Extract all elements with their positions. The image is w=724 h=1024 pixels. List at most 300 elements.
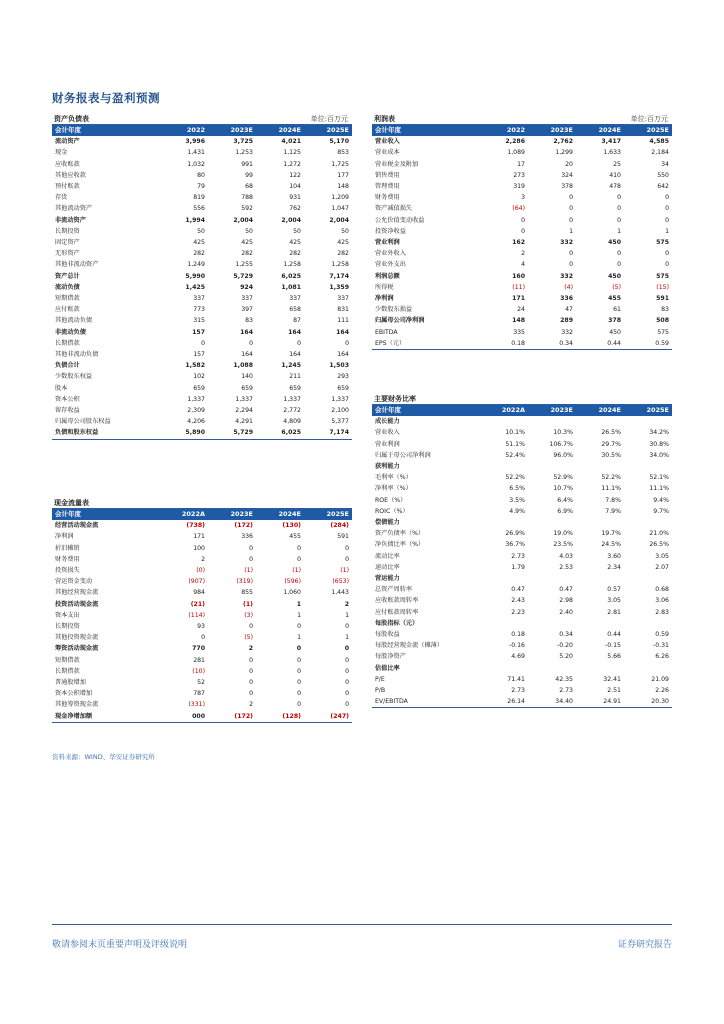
row-label: P/E xyxy=(375,675,385,683)
cell-value: 2023E xyxy=(208,509,256,520)
cell-value: 52.4% xyxy=(505,451,525,459)
cell-value: 4,809 xyxy=(283,418,301,426)
cell-value: 171 xyxy=(512,295,525,303)
cell-value: 3,996 xyxy=(185,138,205,146)
cell-value xyxy=(528,517,576,528)
cell-value: 10.1% xyxy=(505,429,525,437)
cell-value: 556 xyxy=(193,205,205,213)
cell-value: 51.1% xyxy=(505,440,525,448)
cell-value: 315 xyxy=(193,317,205,325)
table-row xyxy=(372,663,672,674)
cell-value: 6.4% xyxy=(557,496,573,504)
cell-value: 0 xyxy=(201,339,205,347)
cell-value: 1.79 xyxy=(511,563,525,571)
table-row xyxy=(372,472,672,483)
cell-value: 6,025 xyxy=(281,272,301,280)
cell-value: 0 xyxy=(297,623,301,631)
cell-value: 34.40 xyxy=(528,696,576,708)
cell-value: 1 xyxy=(665,227,669,235)
cell-value: 104 xyxy=(289,183,301,191)
table-row xyxy=(52,192,352,203)
source-note: 资料来源：WIND、华安证券研究所 xyxy=(52,753,155,761)
cell-value: 337 xyxy=(193,295,205,303)
cell-value: 819 xyxy=(193,194,205,202)
table-row xyxy=(52,427,352,439)
cell-value: 0 xyxy=(249,555,253,563)
row-label: 长期借款 xyxy=(55,339,80,347)
cell-value: 30.5% xyxy=(601,451,621,459)
cell-value: 7.9% xyxy=(605,507,621,515)
cell-value: 931 xyxy=(289,194,301,202)
cell-value: 397 xyxy=(241,306,253,314)
cell-value: (907) xyxy=(188,578,205,586)
cell-value: 32.41 xyxy=(603,675,621,683)
cell-value: 34.2% xyxy=(649,429,669,437)
table-row xyxy=(372,181,672,192)
table-row xyxy=(372,640,672,651)
row-label: 销售费用 xyxy=(375,171,400,179)
cell-value: 4,585 xyxy=(649,138,669,146)
row-label: 经营活动现金流 xyxy=(55,522,99,530)
row-label: 投资活动现金流 xyxy=(55,600,99,608)
table-row xyxy=(52,416,352,427)
cell-value: 410 xyxy=(609,171,621,179)
row-label: 营业成本 xyxy=(375,149,400,157)
cell-value: 642 xyxy=(657,183,669,191)
row-label: 营业税金及附加 xyxy=(375,160,419,168)
footer-disclaimer: 敬请参阅末页重要声明及评级说明 xyxy=(52,940,188,950)
cell-value: (1) xyxy=(244,567,253,575)
cell-value: 0 xyxy=(296,645,301,653)
cell-value: 3.05 xyxy=(655,552,669,560)
cell-value: 0 xyxy=(297,544,301,552)
row-label: 营业外收入 xyxy=(375,250,406,258)
cell-value: 1,088 xyxy=(233,362,253,370)
row-label: 流动资产 xyxy=(55,138,80,146)
cell-value: 2,004 xyxy=(329,216,349,224)
cell-value: 2.43 xyxy=(511,597,525,605)
cell-value: 2022A xyxy=(480,405,528,416)
row-label: 筹资活动现金流 xyxy=(55,645,99,653)
cell-value: 52.1% xyxy=(649,474,669,482)
table-row xyxy=(372,651,672,662)
cell-value: 68 xyxy=(245,183,253,191)
cell-value: 42.35 xyxy=(555,675,573,683)
row-label: 净利润 xyxy=(375,295,394,303)
row-label: 归属母公司净利润 xyxy=(375,317,425,325)
row-label: P/B xyxy=(375,687,386,695)
cell-value: 2.23 xyxy=(511,608,525,616)
table-row xyxy=(372,495,672,506)
cell-value: 4 xyxy=(521,261,525,269)
cell-value: 000 xyxy=(160,711,208,723)
cell-value: 164 xyxy=(241,351,253,359)
cell-value: 5,990 xyxy=(185,272,205,280)
table-row xyxy=(52,576,352,587)
cell-value: 1,633 xyxy=(603,149,621,157)
row-label: 管理费用 xyxy=(375,183,400,191)
cell-value: 148 xyxy=(337,183,349,191)
row-label: 无形资产 xyxy=(55,250,80,258)
row-label: 每股指标（元） xyxy=(375,619,419,627)
row-label: 其他投资现金流 xyxy=(55,634,99,642)
cell-value: 122 xyxy=(289,171,301,179)
cell-value: (596) xyxy=(284,578,301,586)
table-row xyxy=(52,282,352,293)
row-label: 预付账款 xyxy=(55,183,80,191)
cell-value: 0 xyxy=(345,623,349,631)
row-label: 营运能力 xyxy=(375,575,400,583)
cell-value: 52.2% xyxy=(601,474,621,482)
cell-value: 26.5% xyxy=(649,541,669,549)
table-row xyxy=(372,528,672,539)
table-row xyxy=(372,192,672,203)
cell-value: 0 xyxy=(345,690,349,698)
cell-value: 2024E xyxy=(576,405,624,416)
cell-value: (5) xyxy=(612,283,621,291)
cell-value: 1,032 xyxy=(187,160,205,168)
cell-value: 83 xyxy=(661,306,669,314)
cell-value: 0 xyxy=(297,690,301,698)
row-label: 流动比率 xyxy=(375,552,400,560)
cell-value: 0 xyxy=(201,634,205,642)
cell-value: (319) xyxy=(236,578,253,586)
table-row xyxy=(52,159,352,170)
table-row xyxy=(372,506,672,517)
row-label: 现金 xyxy=(55,149,68,157)
ratios-title: 主要财务比率 xyxy=(374,395,416,403)
table-row xyxy=(372,674,672,685)
cell-value: 0 xyxy=(249,690,253,698)
row-label: 其他流动负债 xyxy=(55,317,93,325)
row-label: 短期借款 xyxy=(55,295,80,303)
row-label: 资产总计 xyxy=(55,272,80,280)
cell-value: 2 xyxy=(249,701,253,709)
balance-sheet-panel xyxy=(52,113,352,440)
cell-value xyxy=(480,517,528,528)
table-row xyxy=(52,621,352,632)
income-statement-unit: 单位:百万元 xyxy=(630,115,668,123)
row-label: 归属母公司股东权益 xyxy=(55,418,111,426)
cell-value: 3 xyxy=(521,194,525,202)
cell-value: 425 xyxy=(289,239,301,247)
row-label: 会计年度 xyxy=(52,125,160,136)
table-row xyxy=(52,554,352,565)
cashflow-table xyxy=(52,509,352,723)
cell-value: (1) xyxy=(292,567,301,575)
cell-value xyxy=(480,416,528,427)
cell-value: 5,377 xyxy=(331,418,349,426)
table-row xyxy=(372,517,672,528)
cell-value: 0.59 xyxy=(655,631,669,639)
cell-value: 0 xyxy=(249,623,253,631)
cell-value: 0 xyxy=(345,656,349,664)
cell-value xyxy=(528,573,576,584)
cell-value: 2.98 xyxy=(559,597,573,605)
cell-value: 0.44 xyxy=(607,631,621,639)
cell-value: 0 xyxy=(297,667,301,675)
cell-value xyxy=(576,416,624,427)
cell-value: 11.1% xyxy=(601,485,621,493)
cell-value: 0 xyxy=(345,701,349,709)
table-row xyxy=(52,655,352,666)
cell-value: 1,125 xyxy=(283,149,301,157)
row-label: 其他流动资产 xyxy=(55,205,93,213)
cell-value: 2.40 xyxy=(559,608,573,616)
cell-value: 0 xyxy=(569,194,573,202)
table-row xyxy=(52,327,352,338)
cell-value: 762 xyxy=(289,205,301,213)
cell-value: 550 xyxy=(657,171,669,179)
table-row xyxy=(372,248,672,259)
cell-value: 102 xyxy=(193,373,205,381)
page-title: 财务报表与盈利预测 xyxy=(52,91,160,105)
cell-value: 1,582 xyxy=(185,362,205,370)
cell-value: 984 xyxy=(193,589,205,597)
cell-value: 0 xyxy=(665,216,669,224)
cell-value: (172) xyxy=(234,522,253,530)
cell-value: 1,209 xyxy=(331,194,349,202)
table-row xyxy=(52,248,352,259)
cell-value: 770 xyxy=(192,645,205,653)
table-row xyxy=(372,282,672,293)
table-row xyxy=(372,685,672,696)
table-row xyxy=(372,327,672,338)
cell-value: 2022 xyxy=(480,125,528,136)
table-row xyxy=(52,394,352,405)
cell-value: 787 xyxy=(193,690,205,698)
cell-value: 24.5% xyxy=(601,541,621,549)
cell-value: 1,337 xyxy=(235,395,253,403)
cell-value: 2024E xyxy=(256,125,304,136)
row-label: 投资损失 xyxy=(55,567,80,575)
cell-value: (247) xyxy=(304,711,352,723)
cell-value: 1,255 xyxy=(235,261,253,269)
table-row xyxy=(52,338,352,349)
table-row xyxy=(372,450,672,461)
table-row xyxy=(372,271,672,282)
cell-value: 21.0% xyxy=(649,530,669,538)
row-label: 归属于母公司净利润 xyxy=(375,451,431,459)
table-row xyxy=(52,610,352,621)
table-header-row xyxy=(372,405,672,416)
cell-value: 0 xyxy=(617,205,621,213)
row-label: 长期借款 xyxy=(55,667,80,675)
cell-value: 1,425 xyxy=(185,283,205,291)
cell-value: 2025E xyxy=(624,125,672,136)
cell-value: 293 xyxy=(337,373,349,381)
cell-value: 2022 xyxy=(160,125,208,136)
table-row xyxy=(52,304,352,315)
cell-value: 1 xyxy=(617,227,621,235)
table-row xyxy=(372,159,672,170)
cell-value: 0 xyxy=(521,227,525,235)
cell-value xyxy=(576,517,624,528)
row-label: 成长能力 xyxy=(375,418,400,426)
table-row xyxy=(52,315,352,326)
cell-value: -0.31 xyxy=(652,642,669,650)
cell-value: 659 xyxy=(193,384,205,392)
table-row xyxy=(372,315,672,326)
table-row xyxy=(52,543,352,554)
cell-value: 0 xyxy=(665,194,669,202)
table-row xyxy=(372,226,672,237)
cell-value: (128) xyxy=(256,711,304,723)
cell-value: 25 xyxy=(613,160,621,168)
table-row xyxy=(372,439,672,450)
cell-value: 425 xyxy=(241,239,253,247)
cell-value: 50 xyxy=(245,227,253,235)
cell-value: 0 xyxy=(569,261,573,269)
cell-value: 26.14 xyxy=(480,696,528,708)
row-label: 其他非流动资产 xyxy=(55,261,99,269)
cell-value: 52.2% xyxy=(505,474,525,482)
cell-value: 100 xyxy=(193,544,205,552)
cell-value: 17 xyxy=(517,160,525,168)
cell-value xyxy=(576,573,624,584)
cell-value: 1,503 xyxy=(329,362,349,370)
cell-value: 2023E xyxy=(208,125,256,136)
row-label: 偿债能力 xyxy=(375,519,400,527)
cell-value: 30.8% xyxy=(649,440,669,448)
cell-value: (172) xyxy=(208,711,256,723)
cell-value: 282 xyxy=(241,250,253,258)
row-label: 长期投资 xyxy=(55,227,80,235)
row-label: 速动比率 xyxy=(375,563,400,571)
row-label: 总资产周转率 xyxy=(375,586,413,594)
table-row xyxy=(372,237,672,248)
cell-value: 96.0% xyxy=(553,451,573,459)
cell-value: 0 xyxy=(345,544,349,552)
cell-value: 5,170 xyxy=(329,138,349,146)
cell-value: 282 xyxy=(193,250,205,258)
cell-value: 34 xyxy=(661,160,669,168)
cell-value: 4,206 xyxy=(187,418,205,426)
cell-value xyxy=(624,573,672,584)
cell-value: 450 xyxy=(609,328,621,336)
cashflow-title: 现金流量表 xyxy=(54,499,89,507)
cell-value: -0.16 xyxy=(508,642,525,650)
cell-value: 3.60 xyxy=(607,552,621,560)
cell-value: 0 xyxy=(297,656,301,664)
cell-value: 83 xyxy=(245,317,253,325)
income-statement-table xyxy=(372,125,672,350)
cell-value: 2,004 xyxy=(281,216,301,224)
table-row xyxy=(372,304,672,315)
table-row xyxy=(52,711,352,723)
cell-value: (15) xyxy=(656,283,669,291)
cell-value: 335 xyxy=(513,328,525,336)
cell-value: 0 xyxy=(569,205,573,213)
cell-value: (64) xyxy=(512,205,525,213)
cell-value: 4.03 xyxy=(559,552,573,560)
cell-value: 7,174 xyxy=(329,272,349,280)
cell-value xyxy=(576,618,624,629)
cell-value: 337 xyxy=(337,295,349,303)
cell-value xyxy=(480,618,528,629)
table-header-row xyxy=(52,125,352,136)
cell-value: 2023E xyxy=(528,405,576,416)
table-row xyxy=(372,416,672,427)
row-label: 会计年度 xyxy=(52,509,160,520)
cell-value: 282 xyxy=(289,250,301,258)
cell-value: 2.73 xyxy=(511,552,525,560)
cell-value: 2025E xyxy=(304,509,352,520)
cell-value: 478 xyxy=(609,183,621,191)
row-label: 营运资金变动 xyxy=(55,578,93,586)
row-label: 净负债比率（%） xyxy=(375,541,425,549)
balance-sheet-table xyxy=(52,125,352,440)
cell-value: 1,994 xyxy=(185,216,205,224)
cell-value: 50 xyxy=(341,227,349,235)
cell-value: 0 xyxy=(249,667,253,675)
row-label: 财务费用 xyxy=(375,194,400,202)
cell-value: 87 xyxy=(293,317,301,325)
table-row xyxy=(372,338,672,350)
cell-value xyxy=(624,461,672,472)
cell-value: 2.07 xyxy=(655,563,669,571)
row-label: 财务费用 xyxy=(55,555,80,563)
cell-value: 281 xyxy=(193,656,205,664)
row-label: 获利能力 xyxy=(375,463,400,471)
row-label: EV/EBITDA xyxy=(372,696,480,708)
table-row xyxy=(372,551,672,562)
row-label: 净利润 xyxy=(55,533,74,541)
cell-value: 162 xyxy=(512,239,525,247)
row-label: 现金净增加额 xyxy=(52,711,160,723)
cell-value: 658 xyxy=(289,306,301,314)
cell-value xyxy=(528,416,576,427)
cell-value: 52 xyxy=(197,679,205,687)
row-label: 资产减值损失 xyxy=(375,205,413,213)
row-label: 投资净收益 xyxy=(375,227,406,235)
cell-value: 853 xyxy=(337,149,349,157)
table-row xyxy=(52,147,352,158)
cell-value: 0 xyxy=(617,250,621,258)
cell-value: 2,100 xyxy=(331,407,349,415)
cell-value: 2.73 xyxy=(559,687,573,695)
row-label: 每股净资产 xyxy=(375,653,406,661)
cell-value xyxy=(528,618,576,629)
table-row xyxy=(372,607,672,618)
table-row xyxy=(52,349,352,360)
cell-value: 2022A xyxy=(160,509,208,520)
cell-value: 0 xyxy=(297,701,301,709)
cell-value: 0 xyxy=(665,250,669,258)
row-label: 会计年度 xyxy=(372,125,480,136)
cell-value: 24.91 xyxy=(576,696,624,708)
cell-value: (653) xyxy=(332,578,349,586)
cell-value: 2,004 xyxy=(233,216,253,224)
row-label: 普通股增加 xyxy=(55,679,86,687)
cell-value: 6.5% xyxy=(509,485,525,493)
row-label: 固定资产 xyxy=(55,239,80,247)
cell-value: (738) xyxy=(186,522,205,530)
row-label: 营业收入 xyxy=(375,138,400,146)
cell-value: (3) xyxy=(244,611,253,619)
cell-value xyxy=(576,663,624,674)
cell-value: 21.09 xyxy=(651,675,669,683)
cell-value: 7.8% xyxy=(605,496,621,504)
cell-value: 1,725 xyxy=(331,160,349,168)
cell-value: 0 xyxy=(345,667,349,675)
cell-value: 1,272 xyxy=(283,160,301,168)
table-row xyxy=(52,587,352,598)
cell-value: 924 xyxy=(240,283,253,291)
cell-value: 2024E xyxy=(256,509,304,520)
table-row xyxy=(372,427,672,438)
cell-value: 289 xyxy=(560,317,573,325)
